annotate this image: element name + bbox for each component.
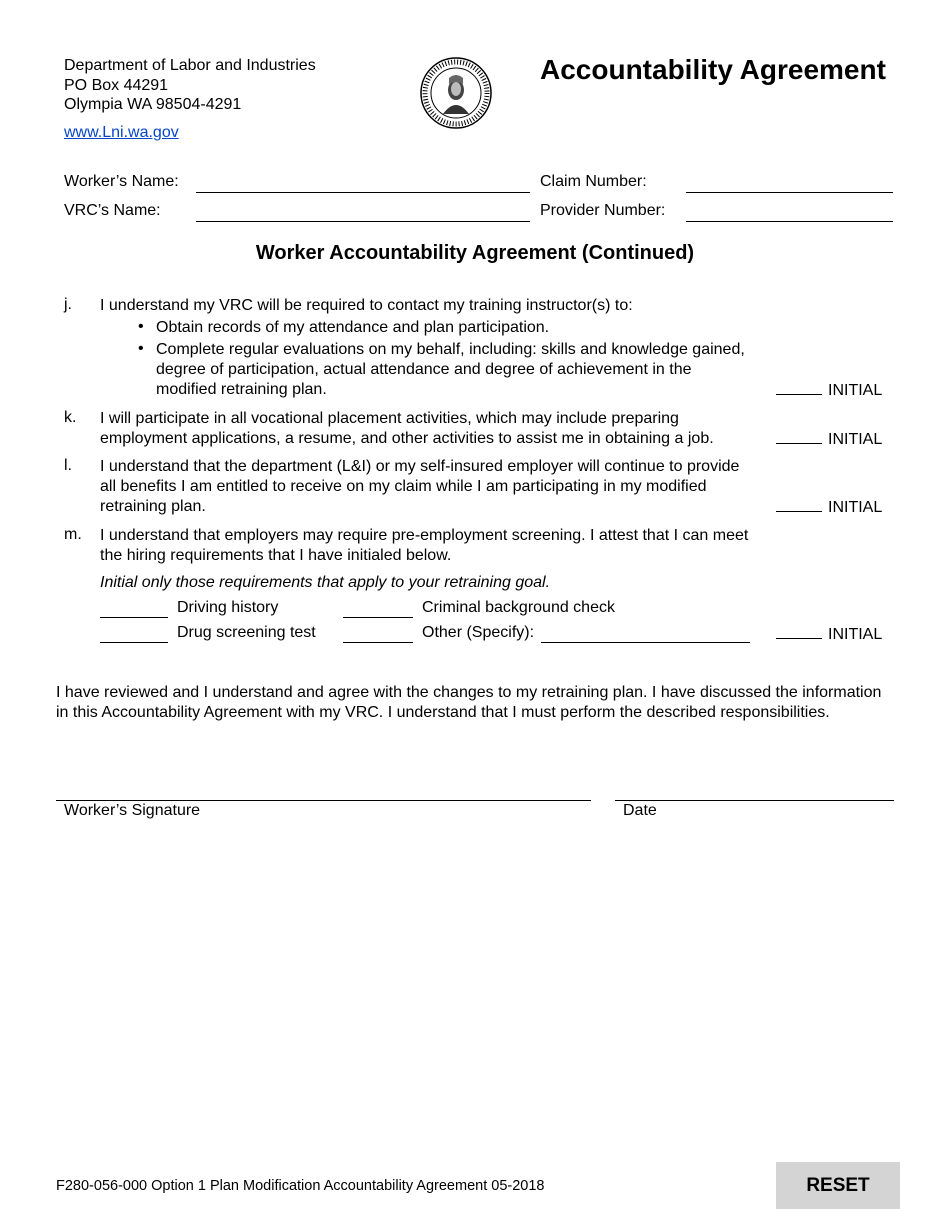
provider-number-label: Provider Number: — [540, 202, 666, 219]
initial-label: INITIAL — [828, 431, 883, 448]
date-label: Date — [623, 802, 657, 819]
other-specify-label: Other (Specify): — [422, 624, 535, 641]
initial-blank[interactable] — [776, 497, 822, 512]
initial-label: INITIAL — [828, 626, 883, 643]
item-j-initial[interactable] — [776, 380, 882, 400]
initial-blank[interactable] — [776, 380, 822, 395]
worker-name-input[interactable] — [196, 174, 530, 193]
item-j-text: I understand my VRC will be required to contact my training instructor(s) to: — [100, 297, 633, 314]
item-j-bullet-1: Obtain records of my attendance and plan participation. — [156, 319, 550, 336]
website-link[interactable]: www.Lni.wa.gov — [64, 124, 179, 141]
item-l-initial[interactable] — [776, 497, 882, 517]
worker-signature-input[interactable] — [56, 782, 591, 801]
city-address: Olympia WA 98504-4291 — [64, 96, 242, 113]
department-name: Department of Labor and Industries — [64, 57, 316, 74]
worker-name-label: Worker’s Name: — [64, 173, 179, 190]
page-title: Accountability Agreement — [540, 54, 886, 85]
section-heading: Worker Accountability Agreement (Continued) — [255, 242, 695, 264]
po-box: PO Box 44291 — [64, 76, 169, 94]
initial-blank[interactable] — [776, 624, 822, 639]
other-initial[interactable] — [343, 624, 413, 643]
item-m-instruction: Initial only those requirements that apply to your retraining goal. — [100, 574, 551, 591]
criminal-check-initial[interactable] — [343, 599, 413, 618]
criminal-check-label: Criminal background check — [422, 599, 615, 616]
vrc-name-label: VRC’s Name: — [64, 202, 161, 219]
item-k-letter: k. — [64, 409, 77, 426]
address-block — [64, 56, 316, 115]
claim-number-input[interactable] — [686, 174, 893, 193]
worker-signature-label: Worker’s Signature — [64, 802, 201, 819]
item-l-text: I understand that the department (L&I) or my self-insured employer will continue to provide all benefits I am entitled to receive on my claim while I am participating in my modified retraining plan. — [100, 458, 740, 515]
website-link-wrap — [64, 124, 179, 142]
drug-screening-label: Drug screening test — [177, 624, 316, 641]
initial-label: INITIAL — [828, 499, 883, 516]
date-input[interactable] — [615, 782, 894, 801]
reset-button[interactable]: RESET — [776, 1162, 900, 1209]
item-m-text: I understand that employers may require pre-employment screening. I attest that I can meet the hiring requirements that I have initialed below. — [100, 527, 749, 564]
vrc-name-input[interactable] — [196, 203, 530, 222]
initial-blank[interactable] — [776, 429, 822, 444]
agreement-paragraph: I have reviewed and I understand and agree with the changes to my retraining plan. I have discussed the information in this Accountability Agreement with my VRC. I understand that I must perform the described responsibilities. — [56, 684, 882, 721]
claim-number-label: Claim Number: — [540, 173, 647, 190]
initial-label: INITIAL — [828, 382, 883, 399]
driving-history-initial[interactable] — [100, 599, 168, 618]
driving-history-label: Driving history — [177, 599, 279, 616]
item-j-bullet-2: Complete regular evaluations on my behalf, including: skills and knowledge gained, degree of participation, actual attendance and degree of achievement in the modified retraining plan. — [156, 341, 745, 398]
item-m-initial[interactable] — [776, 624, 882, 644]
item-k-text: I will participate in all vocational placement activities, which may include preparing employment applications, a resume, and other activities to assist me in obtaining a job. — [100, 410, 714, 447]
form-id: F280-056-000 Option 1 Plan Modification Accountability Agreement 05-2018 — [56, 1178, 545, 1194]
item-m-letter: m. — [64, 526, 82, 543]
item-j-letter: j. — [64, 296, 72, 313]
other-specify-input[interactable] — [541, 624, 750, 643]
provider-number-input[interactable] — [686, 203, 893, 222]
drug-screening-initial[interactable] — [100, 624, 168, 643]
state-seal-icon — [419, 56, 493, 130]
bullet-icon: • — [138, 318, 144, 335]
item-l-letter: l. — [64, 457, 72, 474]
bullet-icon: • — [138, 340, 144, 357]
item-k-initial[interactable] — [776, 429, 882, 449]
